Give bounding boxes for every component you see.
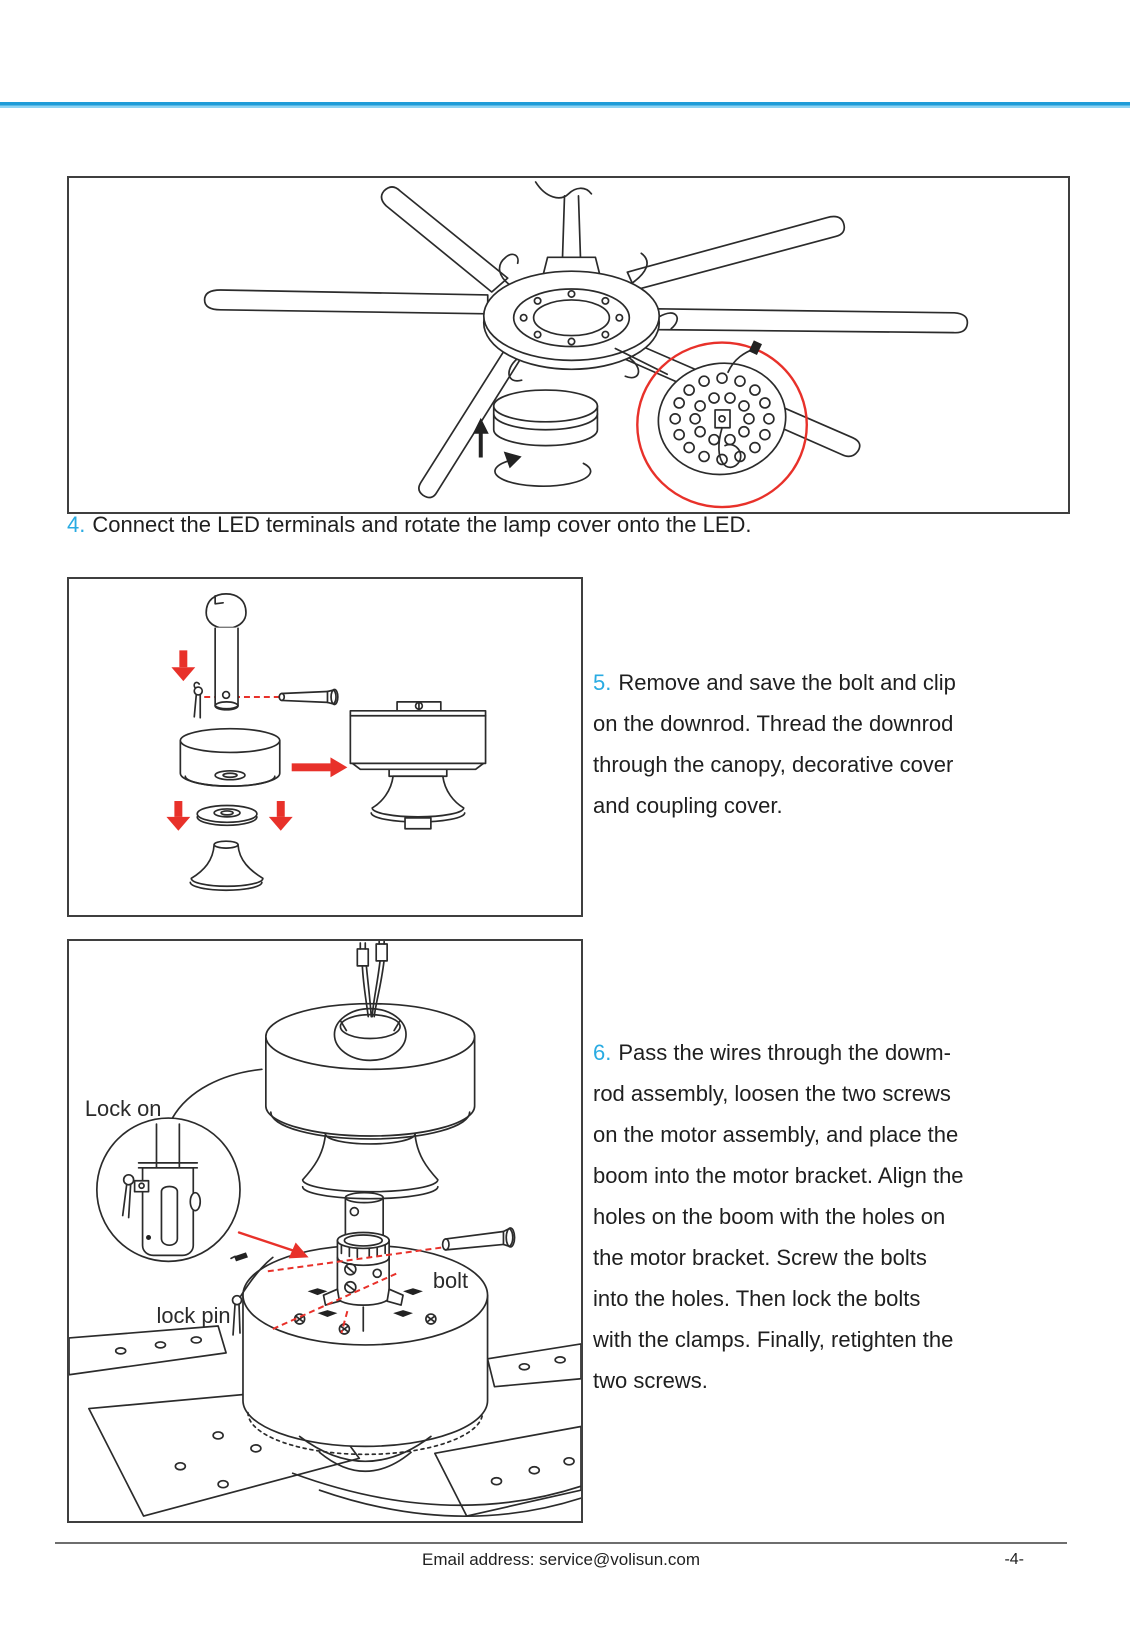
step-6-number: 6. [593, 1040, 612, 1065]
step-6-line: two screws. [593, 1368, 708, 1393]
downrod-with-ball [204, 594, 282, 710]
step-5-line: through the canopy, decorative cover [593, 752, 954, 777]
step-6-line: 6. Pass the wires through the dowm- [593, 1040, 951, 1065]
bolt-part [443, 1228, 515, 1250]
step-6-line: the motor bracket. Screw the bolts [593, 1245, 927, 1270]
lock-pin-label: lock pin [156, 1303, 231, 1329]
clip-pin [194, 682, 202, 717]
step-6-line: with the clamps. Finally, retighten the [593, 1327, 954, 1352]
step-6-line: boom into the motor bracket. Align the [593, 1163, 964, 1188]
step-6-line: into the holes. Then lock the bolts [593, 1286, 921, 1311]
bolt-label: bolt [432, 1268, 469, 1294]
step-5-line: on the downrod. Thread the downrod [593, 711, 954, 736]
step-4-body: Connect the LED terminals and rotate the lamp cover onto the LED. [92, 512, 752, 537]
footer-email: Email address: service@volisun.com [421, 1550, 701, 1569]
step-5-number: 5. [593, 670, 612, 695]
step-6-line: rod assembly, loosen the two screws [593, 1081, 951, 1106]
lock-on-label: Lock on [84, 1096, 162, 1122]
page-number: -4- [1004, 1551, 1024, 1568]
assembled-downrod-unit [350, 702, 485, 829]
led-module-detail [637, 340, 806, 507]
canopy [266, 1004, 475, 1139]
downrod-parts-drawing [69, 579, 581, 915]
figure-fan-led-assembly [67, 176, 1070, 514]
figure-motor-assembly [67, 939, 583, 1523]
canopy-part [180, 729, 279, 786]
step-5-text [593, 662, 956, 826]
bolt-part [279, 689, 338, 704]
fan-led-drawing [69, 178, 1068, 512]
footer-divider [55, 1542, 1067, 1544]
header-divider [0, 102, 1130, 108]
red-down-arrow-icon [171, 650, 195, 681]
red-right-arrow-icon [292, 757, 348, 777]
red-down-arrow-icon [166, 801, 190, 831]
lamp-cover [494, 390, 598, 446]
step-4-text [67, 512, 752, 538]
rotate-arrow-icon [495, 452, 591, 487]
step-6-line: on the motor assembly, and place the [593, 1122, 959, 1147]
step-4-number: 4. [67, 512, 86, 537]
step-6-line: holes on the boom with the holes on [593, 1204, 946, 1229]
small-screw [231, 1252, 248, 1261]
step-6-text [593, 1032, 964, 1401]
magnifier-leader-line [172, 1069, 261, 1118]
coupling-cover-bell [190, 841, 263, 890]
red-down-arrow-icon [269, 801, 293, 831]
figure-downrod-parts [67, 577, 583, 917]
step-5-line: 5. Remove and save the bolt and clip [593, 670, 956, 695]
decorative-cover-washer [197, 805, 257, 825]
motor-assembly-drawing [69, 941, 581, 1521]
step-5-line: and coupling cover. [593, 793, 783, 818]
lock-on-magnifier [97, 1118, 240, 1261]
